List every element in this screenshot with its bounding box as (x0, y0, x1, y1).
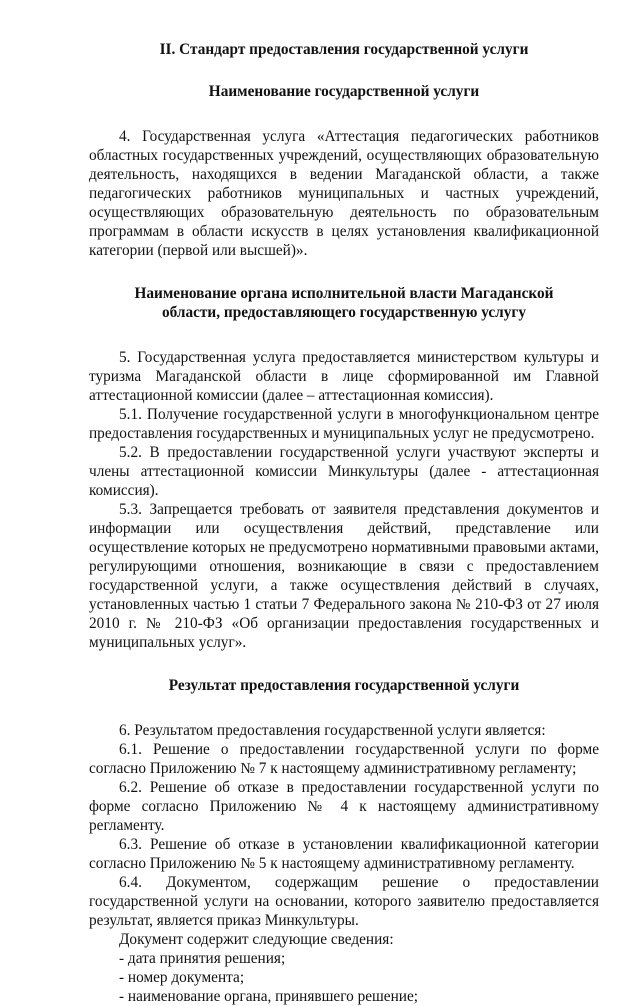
subsection-title-authority-line1: Наименование органа исполнительной власти Магаданской (134, 285, 554, 302)
paragraph-5: 5. Государственная услуга предоставляется министерством культуры и туризма Магаданской области в лице сформированной им Главной аттестационной комиссии (далее – аттестационная комиссия). (89, 349, 599, 404)
paragraph-6-2: 6.2. Решение об отказе в предоставлении государственной услуги по форме согласно Приложению № 4 к настоящему административному регламенту. (89, 779, 599, 834)
paragraph-6: 6. Результатом предоставления государственной услуги является: (119, 722, 546, 739)
paragraph-6-1: 6.1. Решение о предоставлении государственной услуги по форме согласно Приложению № 7 к настоящему административному регламенту; (89, 741, 599, 777)
document-page (89, 40, 599, 1006)
subsection-title-authority-line2: области, предоставляющего государственную услугу (161, 304, 526, 321)
paragraph-6-3: 6.3. Решение об отказе в установлении квалификационной категории согласно Приложению № 5 к настоящему административному регламенту. (89, 836, 599, 872)
paragraph-6-4: 6.4. Документом, содержащим решение о предоставлении государственной услуги на основании, которого заявителю предоставляется результат, является приказ Минкультуры. (89, 874, 599, 929)
paragraph-5-1: 5.1. Получение государственной услуги в многофункциональном центре предоставления государственных и муниципальных услуг не предусмотрено. (89, 406, 599, 442)
list-item-decision-date: - дата принятия решения; (119, 950, 286, 967)
paragraph-5-2: 5.2. В предоставлении государственной услуги участвуют эксперты и члены аттестационной комиссии Минкультуры (далее - аттестационная комиссия). (89, 444, 599, 499)
paragraph-4: 4. Государственная услуга «Аттестация педагогических работников областных государственных учреждений, осуществляющих образовательную деятельность, находящихся в ведении Магаданской области, а также педагогических работников муниципальных и частных учреждений, осуществляющих образовательную деятельность по образовательным программам в области искусств в целях установления квалификационной категории (первой или высшей)». (89, 128, 599, 259)
list-item-authority-name: - наименование органа, принявшего решение; (119, 988, 418, 1005)
paragraph-5-3: 5.3. Запрещается требовать от заявителя представления документов и информации или осуществления действий, представление или осуществление которых не предусмотрено нормативными правовыми актами, регулирующими отношения, возникающие в связи с предоставлением государственной услуги, а также осуществления действий в случаях, установленных частью 1 статьи 7 Федерального закона № 210-ФЗ от 27 июля 2010 г. № 210-ФЗ «Об организации предоставления государственных и муниципальных услуг». (89, 501, 599, 651)
subsection-title-service-name: Наименование государственной услуги (208, 83, 480, 100)
section-title: II. Стандарт предоставления государственной услуги (159, 41, 529, 58)
list-item-document-number: - номер документа; (119, 969, 245, 986)
paragraph-document-contents: Документ содержит следующие сведения: (119, 931, 394, 948)
subsection-title-result: Результат предоставления государственной услуги (168, 677, 520, 694)
